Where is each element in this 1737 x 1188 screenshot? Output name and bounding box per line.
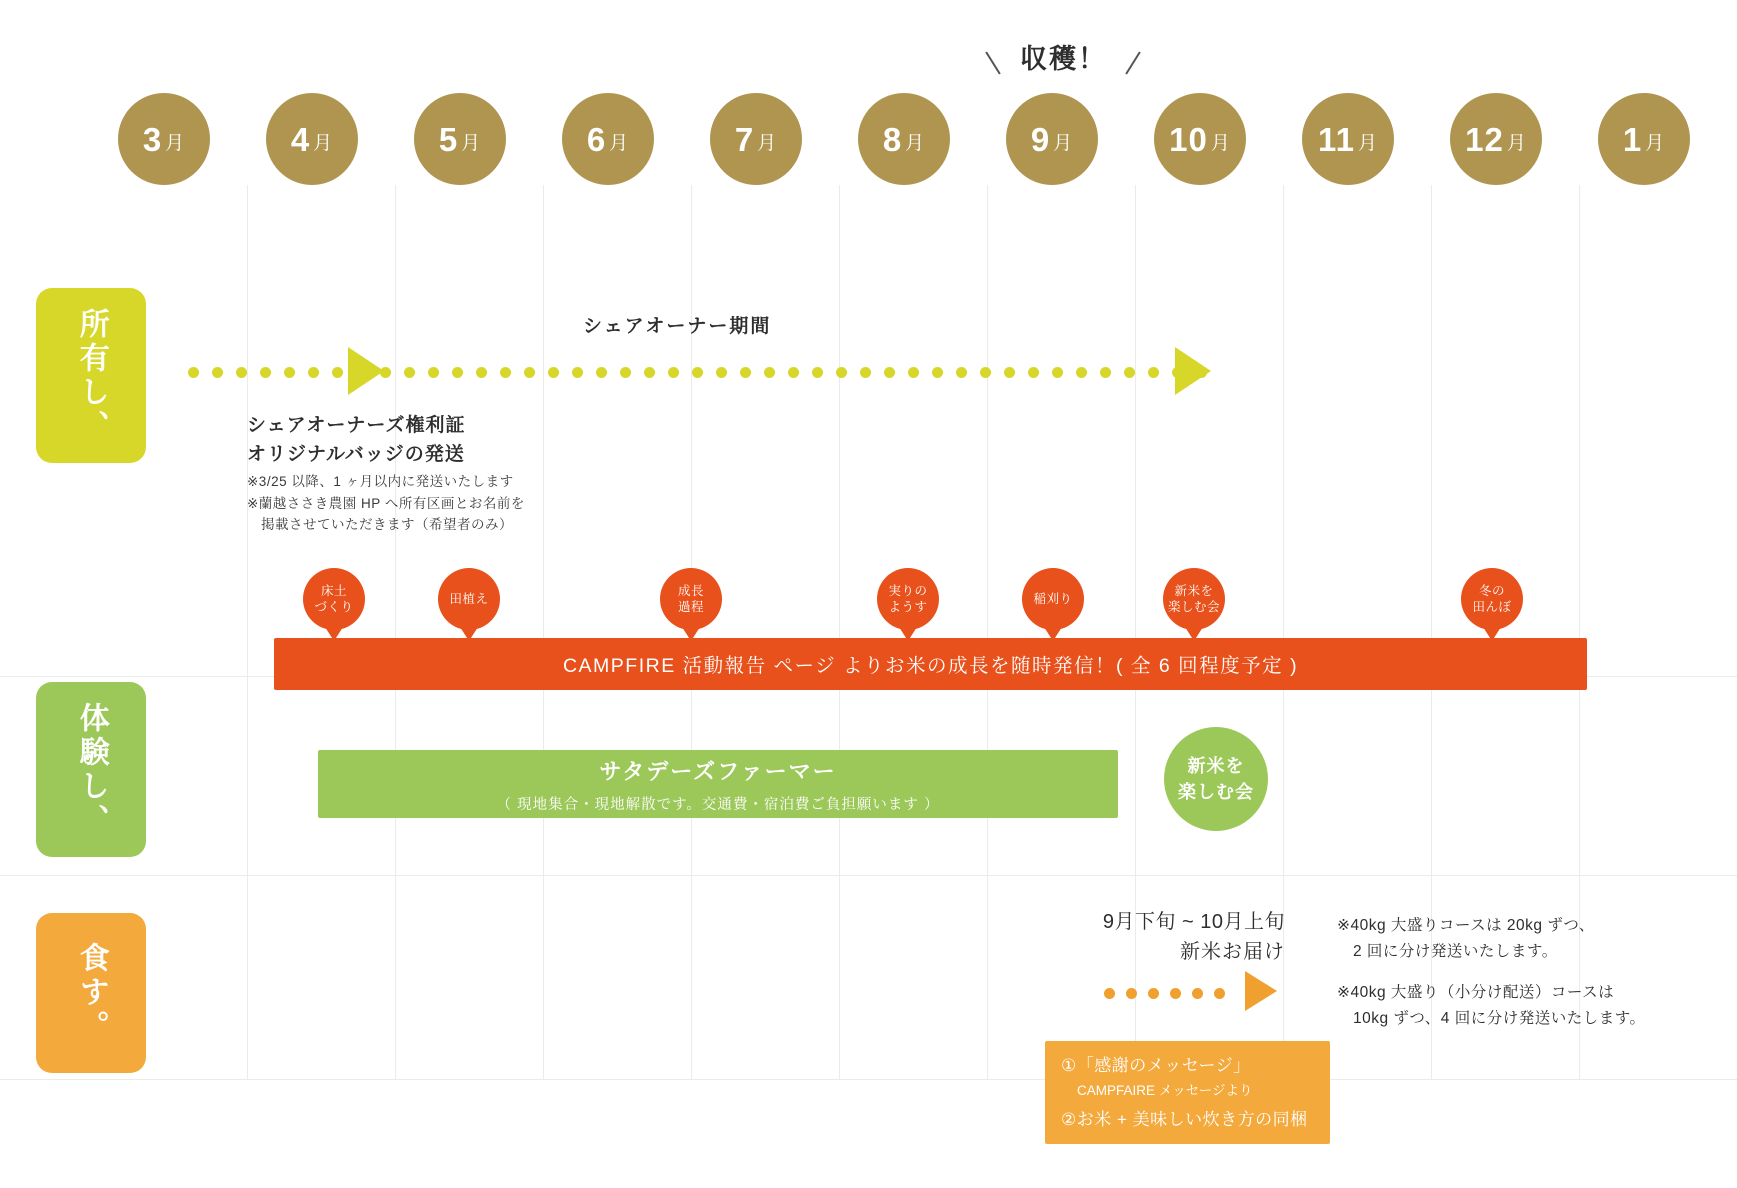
month-suffix: 月: [1357, 132, 1378, 154]
report-pin-4[interactable]: [877, 568, 939, 630]
dot: [956, 367, 967, 378]
delivery-period: 9月下旬 ~ 10月上旬: [1102, 911, 1285, 933]
dot: [1052, 367, 1063, 378]
dot: [620, 367, 631, 378]
dot: [764, 367, 775, 378]
dot: [236, 367, 247, 378]
month-number: 7: [734, 120, 755, 158]
month-circle-12[interactable]: [1450, 93, 1542, 185]
month-circle-8[interactable]: [858, 93, 950, 185]
category-tab-own[interactable]: [36, 288, 146, 463]
dot: [860, 367, 871, 378]
month-number: 3: [142, 120, 163, 158]
dot: [260, 367, 271, 378]
delivery-arrow: [1245, 971, 1277, 1011]
harvest-tick-right: [1125, 51, 1140, 74]
ownership-dotted-line: [188, 367, 1208, 378]
message-line1: ①「感謝のメッセージ」: [1061, 1056, 1251, 1075]
certificate-notes: [247, 471, 525, 536]
dot: [644, 367, 655, 378]
report-pin-3[interactable]: [660, 568, 722, 630]
category-tab-experience[interactable]: [36, 682, 146, 857]
month-suffix: 月: [1506, 132, 1527, 154]
delivery-note-1: ※40kg 大盛りコースは 20kg ずつ、: [1337, 917, 1595, 934]
month-circle-4[interactable]: [266, 93, 358, 185]
month-suffix: 月: [1645, 132, 1666, 154]
saturdays-farmer-bar[interactable]: [318, 750, 1118, 818]
dot: [212, 367, 223, 378]
certificate-title-line2: オリジナルバッジの発送: [247, 444, 465, 466]
dot: [1076, 367, 1087, 378]
month-suffix: 月: [757, 132, 778, 154]
category-tab-eat[interactable]: [36, 913, 146, 1073]
pin-label-line1: 新米を: [1174, 583, 1214, 598]
grid-line: [543, 185, 544, 1080]
dot: [596, 367, 607, 378]
delivery-note-2: 2 回に分け発送いたします。: [1337, 943, 1558, 961]
category-label: 所有し、: [74, 307, 108, 444]
dot: [284, 367, 295, 378]
dot: [428, 367, 439, 378]
certificate-note-1: ※3/25 以降、1 ヶ月以内に発送いたします: [247, 474, 514, 489]
section-divider: [0, 1079, 1737, 1080]
dot: [788, 367, 799, 378]
category-label: 体験し、: [74, 701, 108, 838]
dot: [908, 367, 919, 378]
delivery-dotted-line: [1104, 988, 1244, 999]
pin-label-line1: 田植え: [449, 591, 489, 606]
dot: [476, 367, 487, 378]
dot: [1148, 988, 1159, 999]
month-circle-1[interactable]: [1598, 93, 1690, 185]
month-number: 5: [438, 120, 459, 158]
category-label: 食す。: [74, 942, 108, 1044]
delivery-notes: [1337, 913, 1646, 1032]
dot: [1126, 988, 1137, 999]
dot: [188, 367, 199, 378]
month-number: 11: [1318, 120, 1355, 158]
dot: [668, 367, 679, 378]
pin-label-line1: 床土: [320, 583, 347, 598]
dot: [308, 367, 319, 378]
month-number: 9: [1030, 120, 1051, 158]
month-suffix: 月: [461, 132, 482, 154]
dot: [836, 367, 847, 378]
dot: [548, 367, 559, 378]
month-circle-10[interactable]: [1154, 93, 1246, 185]
dot: [1170, 988, 1181, 999]
dot: [716, 367, 727, 378]
dot: [740, 367, 751, 378]
campfire-report-bar[interactable]: [274, 638, 1587, 690]
month-suffix: 月: [905, 132, 926, 154]
message-box[interactable]: [1045, 1041, 1330, 1144]
campfire-report-text: CAMPFIRE 活動報告 ページ よりお米の成長を随時発信！( 全 6 回程度予定 ): [562, 655, 1299, 677]
dot: [932, 367, 943, 378]
dot: [1214, 988, 1225, 999]
dot: [884, 367, 895, 378]
month-number: 6: [586, 120, 607, 158]
dot: [1004, 367, 1015, 378]
month-suffix: 月: [313, 132, 334, 154]
saturdays-farmer-sub: （ 現地集合・現地解散です。交通費・宿泊費ご負担願います ）: [496, 796, 940, 813]
section-divider: [0, 875, 1737, 876]
delivery-subtitle: 新米お届け: [1180, 941, 1285, 963]
ownership-arrow-start: [348, 347, 384, 395]
pin-label-line1: 稲刈り: [1033, 591, 1073, 606]
ownership-arrow-end: [1175, 347, 1211, 395]
certificate-note-3: 掲載させていただきます（希望者のみ）: [247, 517, 513, 533]
pin-label-line2: づくり: [314, 600, 354, 614]
dot: [812, 367, 823, 378]
saturdays-farmer-title: サタデーズファーマー: [599, 758, 837, 784]
month-circle-3[interactable]: [118, 93, 210, 185]
dot: [980, 367, 991, 378]
month-number: 1: [1622, 120, 1643, 158]
delivery-note-3: ※40kg 大盛り（小分け配送）コースは: [1337, 983, 1615, 1001]
pin-label-line1: 冬の: [1478, 583, 1505, 598]
report-pin-7[interactable]: [1461, 568, 1523, 630]
month-suffix: 月: [609, 132, 630, 154]
dot: [692, 367, 703, 378]
month-suffix: 月: [1210, 132, 1231, 154]
dot: [1100, 367, 1111, 378]
month-number: 4: [290, 120, 311, 158]
certificate-note-2: ※蘭越ささき農園 HP へ所有区画とお名前を: [247, 495, 525, 511]
dot: [1104, 988, 1115, 999]
dot: [1124, 367, 1135, 378]
month-suffix: 月: [165, 132, 186, 154]
month-circle-11[interactable]: [1302, 93, 1394, 185]
dot: [1192, 988, 1203, 999]
month-circle-6[interactable]: [562, 93, 654, 185]
dot: [524, 367, 535, 378]
delivery-title: [800, 907, 1285, 967]
message-line1-sub: CAMPFAIRE メッセージより: [1077, 1082, 1253, 1098]
month-suffix: 月: [1053, 132, 1074, 154]
report-pin-2[interactable]: [438, 568, 500, 630]
report-pin-6[interactable]: [1163, 568, 1225, 630]
new-rice-event-line1: 新米を: [1187, 755, 1245, 776]
report-pin-1[interactable]: [303, 568, 365, 630]
month-circle-5[interactable]: [414, 93, 506, 185]
new-rice-event-line2: 楽しむ会: [1178, 782, 1254, 802]
month-number: 12: [1465, 120, 1504, 158]
harvest-label: 収穫！: [1020, 44, 1107, 74]
pin-label-line2: 楽しむ会: [1167, 600, 1220, 614]
new-rice-event-circle[interactable]: [1164, 727, 1268, 831]
dot: [572, 367, 583, 378]
harvest-tick-left: [985, 51, 1000, 74]
delivery-note-4: 10kg ずつ、4 回に分け発送いたします。: [1337, 1010, 1646, 1028]
pin-label-line1: 成長: [677, 583, 704, 598]
month-circle-9[interactable]: [1006, 93, 1098, 185]
month-number: 10: [1169, 120, 1208, 158]
message-line2: ②お米 + 美味しい炊き方の同梱: [1061, 1109, 1308, 1129]
dot: [332, 367, 343, 378]
grid-line: [395, 185, 396, 1080]
pin-label-line2: 田んぼ: [1472, 600, 1512, 614]
dot: [452, 367, 463, 378]
dot: [1148, 367, 1159, 378]
pin-label-line2: 過程: [677, 600, 704, 614]
dot: [1028, 367, 1039, 378]
month-circle-7[interactable]: [710, 93, 802, 185]
certificate-title: [247, 411, 465, 470]
dot: [500, 367, 511, 378]
pin-label-line2: ようす: [888, 600, 928, 614]
report-pin-5[interactable]: [1022, 568, 1084, 630]
month-number: 8: [882, 120, 903, 158]
grid-line: [247, 185, 248, 1080]
dot: [404, 367, 415, 378]
certificate-title-line1: シェアオーナーズ権利証: [247, 415, 466, 436]
share-owner-period-label: シェアオーナー期間: [583, 316, 772, 337]
pin-label-line1: 実りの: [888, 583, 928, 598]
